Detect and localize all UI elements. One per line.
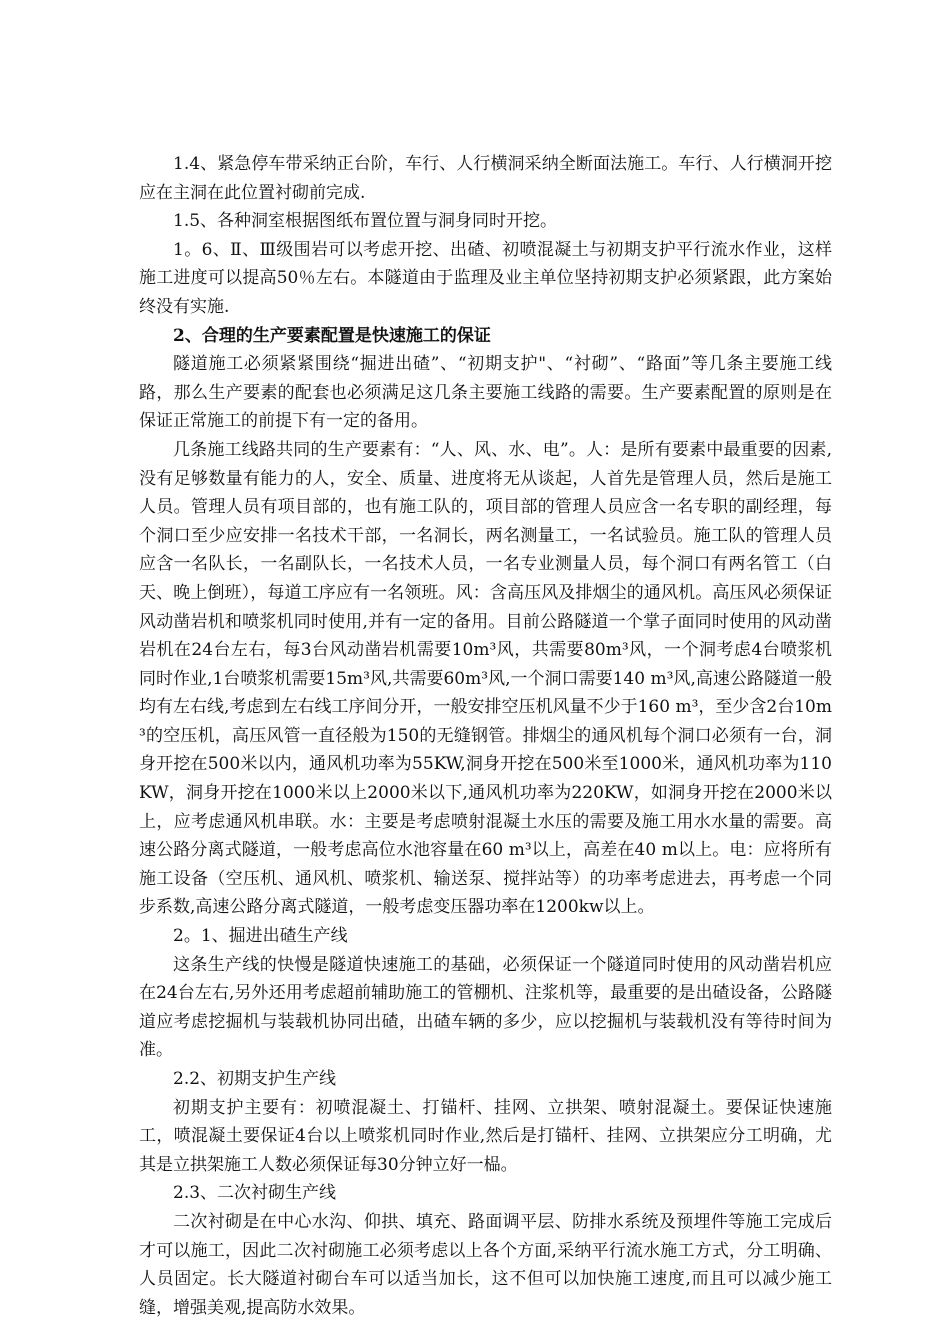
subheading-2-3: 2.3、二次衬砌生产线 xyxy=(173,1183,337,1204)
paragraph-secondary-lining-line: 二次衬砌是在中心水沟、仰拱、填充、路面调平层、防排水系统及预埋件等施工完成后才可以施工，因此二次衬砌施工必须考虑以上各个方面,采纳平行流水施工方式，分工明确、人员固定。长大隧道衬砌台车可以适当加长，这不但可以加快施工速度,而且可以减少施工缝，增强美观,提高防水效果。 xyxy=(139,1211,832,1318)
paragraph-1-6-parallel-work: 1。6、Ⅱ、Ⅲ级围岩可以考虑开挖、出碴、初喷混凝土与初期支护平行流水作业，这样施工进度可以提高50％左右。本隧道由于监理及业主单位坚持初期支护必须紧跟，此方案始终没有实施. xyxy=(139,239,832,317)
paragraph-production-elements: 几条施工线路共同的生产要素有：“人、风、水、电”。人：是所有要素中最重要的因素,没有足够数量有能力的人，安全、质量、进度将无从谈起，人首先是管理人员，然后是施工人员。管理人员有项目部的，也有施工队的，项目部的管理人员应含一名专职的副经理，每个洞口至少应安排一名技术干部，一名洞长，两名测量工，一名试验员。施工队的管理人员应含一名队长，一名副队长，一名技术人员，一名专业测量人员，每个洞口有两名管工（白天、晚上倒班），每道工序应有一名领班。风：含高压风及排烟尘的通风机。高压风必须保证风动凿岩机和喷浆机同时使用,并有一定的备用。目前公路隧道一个掌子面同时使用的风动凿岩机在24台左右，每3台风动凿岩机需要10m³风，共需要80m³风，一个洞考虑4台喷浆机同时作业,1台喷浆机需要15m³风,共需要60m³风,一个洞口需要140 m³风,高速公路隧道一般均有左右线,考虑到左右线工序间分开，一般安排空压机风量不少于160 m³，至少含2台10m³的空压机，高压风管一直径般为150的无缝钢管。排烟尘的通风机每个洞口必须有一台，洞身开挖在500米以内，通风机功率为55KW,洞身开挖在500米至1000米，通风机功率为110KW，洞身开挖在1000米以上2000米以下,通风机功率为220KW，如洞身开挖在2000米以上，应考虑通风机串联。水：主要是考虑喷射混凝土水压的需要及施工用水水量的需要。高速公路分离式隧道，一般考虑高位水池容量在60 m³以上，高差在40 m以上。电：应将所有施工设备（空压机、通风机、喷浆机、输送泵、搅拌站等）的功率考虑进去，再考虑一个同步系数,高速公路分离式隧道，一般考虑变压器功率在1200kw以上。 xyxy=(139,439,832,918)
paragraph-1-5-chambers: 1.5、各种洞室根据图纸布置位置与洞身同时开挖。 xyxy=(173,211,558,232)
section-heading-2: 2、合理的生产要素配置是快速施工的保证 xyxy=(173,325,491,346)
document-body xyxy=(139,150,832,1322)
paragraph-initial-support-line: 初期支护主要有：初喷混凝土、打锚杆、挂网、立拱架、喷射混凝土。要保证快速施工，喷混凝土要保证4台以上喷浆机同时作业,然后是打锚杆、挂网、立拱架应分工明确，尤其是立拱架施工人数必须保证每30分钟立好一榀。 xyxy=(139,1097,832,1175)
subheading-2-2: 2.2、初期支护生产线 xyxy=(173,1069,337,1089)
paragraph-production-lines: 隧道施工必须紧紧围绕“掘进出碴”、“初期支护"、“衬砌”、“路面”等几条主要施工线路，那么生产要素的配套也必须满足这几条主要施工线路的需要。生产要素配置的原则是在保证正常施工的前提下有一定的备用。 xyxy=(139,354,832,432)
paragraph-1-4-emergency-bay: 1.4、紧急停车带采纳正台阶，车行、人行横洞采纳全断面法施工。车行、人行横洞开挖应在主洞在此位置衬砌前完成. xyxy=(139,154,832,203)
paragraph-excavation-line: 这条生产线的快慢是隧道快速施工的基础，必须保证一个隧道同时使用的风动凿岩机应在24台左右,另外还用考虑超前辅助施工的管棚机、注浆机等，最重要的是出碴设备，公路隧道应考虑挖掘机与装载机协同出碴，出碴车辆的多少，应以挖掘机与装载机没有等待时间为准。 xyxy=(139,954,832,1061)
subheading-2-1: 2。1、掘进出碴生产线 xyxy=(173,926,348,947)
